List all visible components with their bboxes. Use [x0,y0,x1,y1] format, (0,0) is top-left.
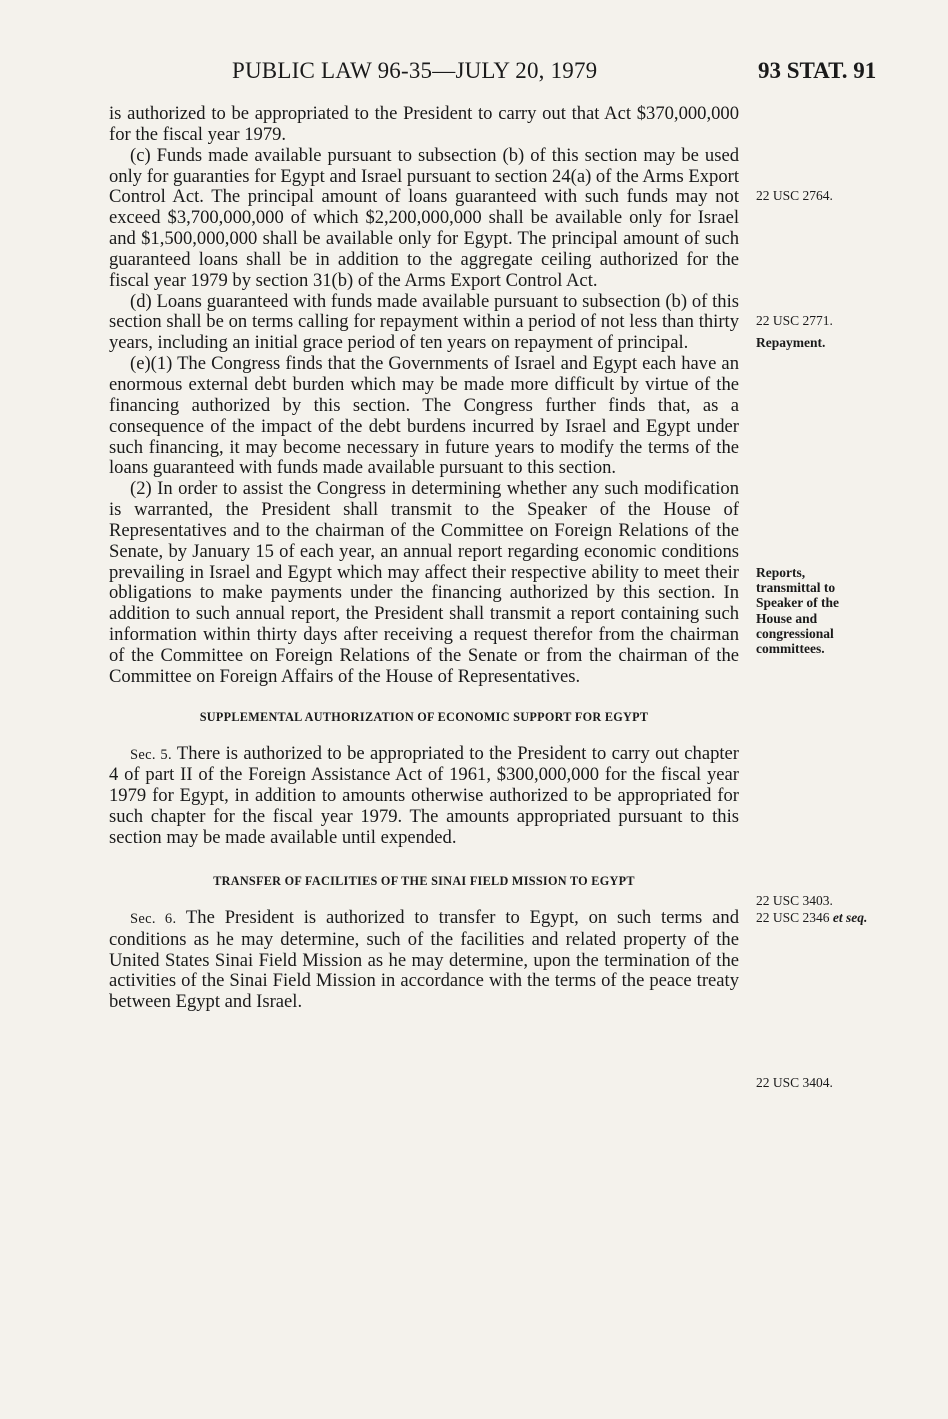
page-title: PUBLIC LAW 96-35—JULY 20, 1979 [232,58,598,83]
section-6-paragraph [109,908,739,1013]
section-5-heading: SUPPLEMENTAL AUTHORIZATION OF ECONOMIC SUPPORT FOR EGYPT [199,709,649,724]
section-6-label: Sec. 6. [130,910,177,927]
paragraph-e1: (e)(1) The Congress finds that the Governments of Israel and Egypt each have an enormous external debt burden which may be made more difficult by virtue of the financing authorized by this section. The Congress further finds that, as a consequence of the impact of the debt burdens incurred by Israel and Egypt under such financing, it may become necessary in future years to modify the terms of the loans guaranteed with funds made available pursuant to this section. [109,353,739,479]
section-5-text: There is authorized to be appropriated to the President to carry out chapter 4 of part II of the Foreign Assistance Act of 1961, $300,000,000 for the fiscal year 1979 for Egypt, in addition to amounts otherwise authorized to be appropriated for such chapter for the fiscal year 1979. The amounts appropriated pursuant to this section may be made available until expended. [109,742,739,848]
section-5-paragraph [109,744,739,849]
section-6-text: The President is authorized to transfer to Egypt, on such terms and conditions as he may determine, such of the facilities and related property of the United States Sinai Field Mission as he may determine, upon the termination of the activities of the Sinai Field Mission in accordance with the terms of the peace treaty between Egypt and Israel. [109,906,740,1013]
paragraph-c: (c) Funds made available pursuant to subsection (b) of this section may be used only for guaranties for Egypt and Israel pursuant to section 24(a) of the Arms Export Control Act. The principal amount of loans guaranteed with such funds may not exceed $3,700,000,000 of which $2,200,000,000 shall be available only for Israel and $1,500,000,000 shall be available only for Egypt. The principal amount of such guaranteed loans shall be in addition to the aggregate ceiling authorized for the fiscal year 1979 by section 31(b) of the Arms Export Control Act. [109,144,739,291]
margin-note-usc-3403: 22 USC 3403. [756,893,833,908]
margin-note-reports: Reports, transmittal to Speaker of the House and congressional committees. [756,565,839,657]
section-6-heading: TRANSFER OF FACILITIES OF THE SINAI FIELD MISSION TO EGYPT [213,873,635,888]
page-header [0,58,948,88]
margin-note-usc-2346-cite: 22 USC 2346 [756,910,830,925]
paragraph-d: (d) Loans guaranteed with funds made available pursuant to subsection (b) of this section shall be on terms calling for repayment within a period of not less than thirty years, including an initial grace period of ten years on repayment of principal. [109,290,739,354]
section-5-label: Sec. 5. [130,746,172,763]
body-text [109,104,739,1013]
statute-page-number: 93 STAT. 91 [758,58,877,83]
margin-note-usc-2346 [756,910,936,925]
margin-note-usc-2771: 22 USC 2771. [756,313,833,328]
margin-note-usc-3404: 22 USC 3404. [756,1075,833,1090]
paragraph-continuation: is authorized to be appropriated to the President to carry out that Act $370,000,000 for the fiscal year 1979. [109,103,739,145]
margin-note-et-seq: et seq. [832,910,868,925]
paragraph-e2: (2) In order to assist the Congress in determining whether any such modification is warranted, the President shall transmit to the Speaker of the House of Representatives and to the chairman of the Committee on Foreign Relations of the Senate, by January 15 of each year, an annual report regarding economic conditions prevailing in Israel and Egypt which may affect their respective ability to meet their obligations to make payments under the financing authorized by this section. In addition to such annual report, the President shall transmit a report containing such information within thirty days after receiving a request therefor from the chairman of the Committee on Foreign Relations of the Senate or from the chairman of the Committee on Foreign Affairs of the House of Representatives. [109,478,739,687]
margin-note-repayment: Repayment. [756,335,826,350]
margin-note-usc-2764: 22 USC 2764. [756,188,833,203]
